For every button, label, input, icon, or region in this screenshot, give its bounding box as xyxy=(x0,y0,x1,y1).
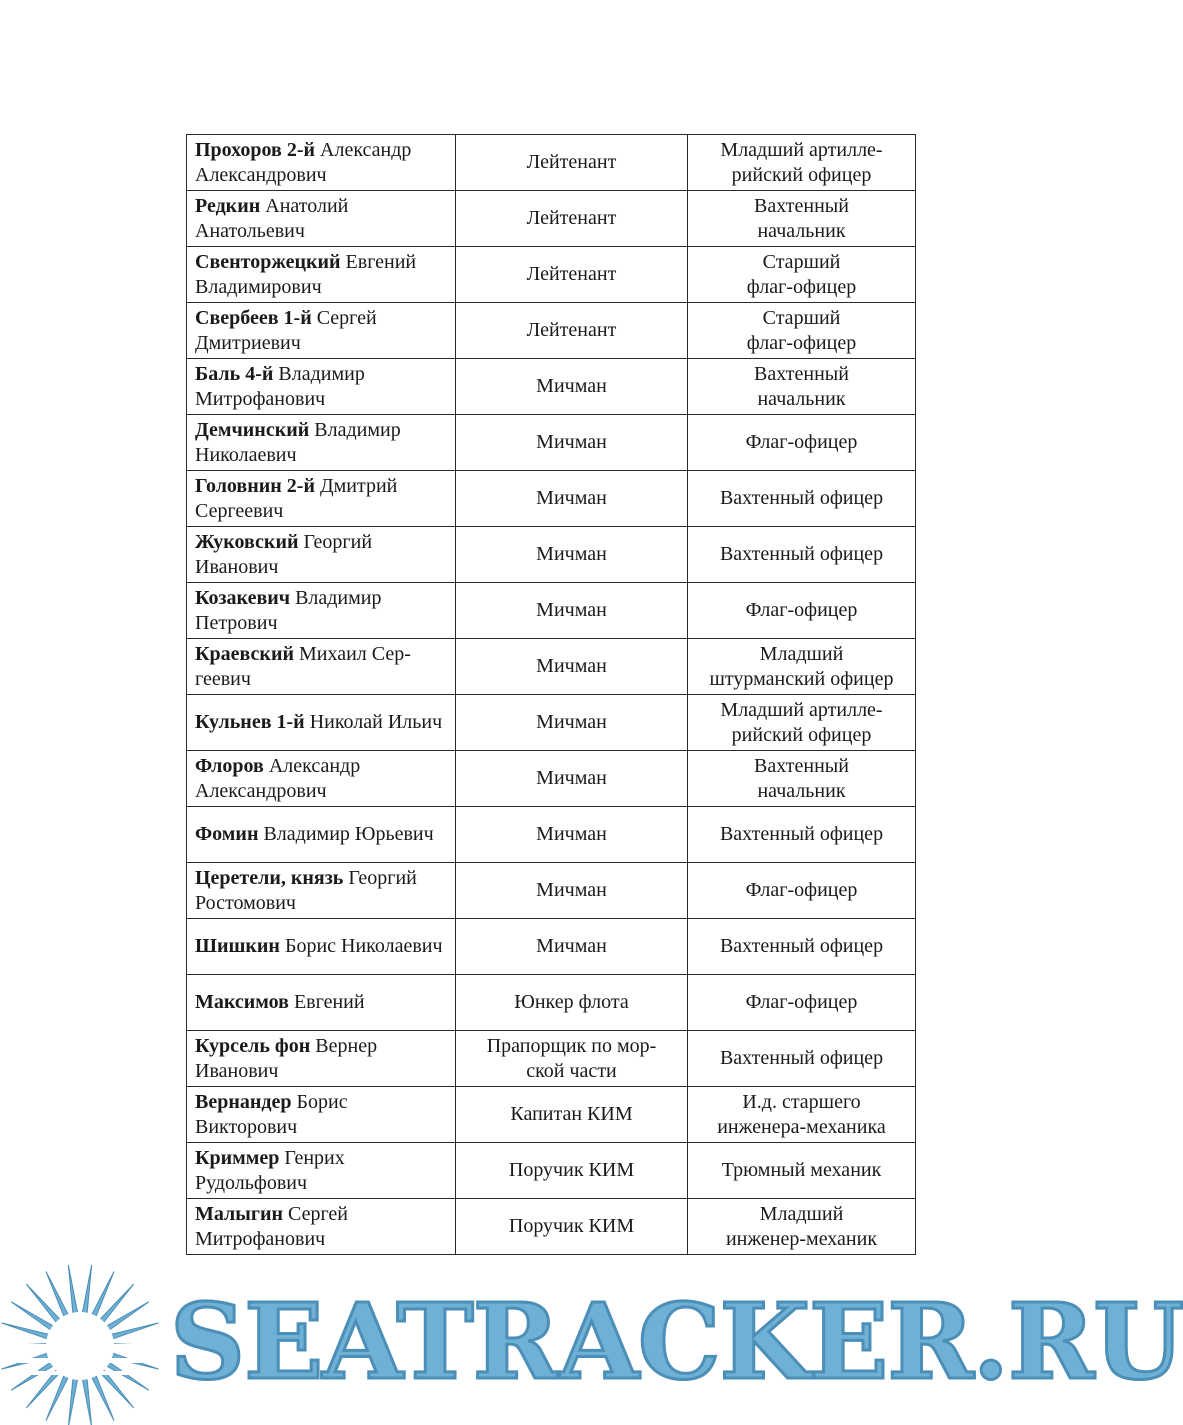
officer-post-cell xyxy=(688,1031,916,1087)
sun-ray xyxy=(98,1284,134,1325)
officer-name-cell xyxy=(187,863,456,919)
officer-surname: Демчинский xyxy=(195,418,310,441)
officer-surname: Малыгин xyxy=(195,1202,284,1225)
officer-name-cell xyxy=(187,1143,456,1199)
officer-surname: Вернандер xyxy=(195,1090,292,1113)
officer-given-names: Сергей Дмитриевич xyxy=(195,306,377,354)
officer-post-line: флаг-офицер xyxy=(746,275,857,298)
officer-post-line: инженера-механика xyxy=(717,1115,886,1138)
officer-rank-line: Мичман xyxy=(536,599,607,621)
officer-post-cell xyxy=(688,639,916,695)
officer-surname: Редкин xyxy=(195,194,261,217)
officer-rank-cell xyxy=(456,1087,688,1143)
table-row xyxy=(187,415,916,471)
officer-post-cell xyxy=(688,303,916,359)
officer-rank-line: Лейтенант xyxy=(526,151,617,173)
officer-post-line: Вахтенный офицер xyxy=(719,1047,884,1069)
officer-name-cell xyxy=(187,1031,456,1087)
officer-post-cell xyxy=(688,1199,916,1255)
officer-rank-line: Мичман xyxy=(536,543,607,565)
officer-rank-line: Лейтенант xyxy=(526,319,617,341)
officer-name-cell xyxy=(187,1199,456,1255)
officer-given-names: Владимир Юрьевич xyxy=(258,823,434,845)
officer-post-line: Вахтенный офицер xyxy=(719,487,884,509)
officer-rank-line: Прапорщик по мор- xyxy=(486,1034,657,1057)
officer-rank-cell xyxy=(456,863,688,919)
officer-post-cell xyxy=(688,975,916,1031)
officer-given-names: Владимир Митрофанович xyxy=(195,362,365,410)
officer-rank-line: ской части xyxy=(526,1059,617,1082)
table-row xyxy=(187,527,916,583)
officer-post-cell xyxy=(688,695,916,751)
officer-rank-line: Мичман xyxy=(536,935,607,957)
officer-rank-cell xyxy=(456,695,688,751)
table-row xyxy=(187,639,916,695)
officer-post-line: Старший xyxy=(762,250,841,273)
officer-post-line: начальник xyxy=(757,779,846,802)
officer-name-cell xyxy=(187,807,456,863)
officer-post-line: Вахтенный xyxy=(754,754,849,777)
officer-post-cell xyxy=(688,1087,916,1143)
officer-post-line: Младший артилле- xyxy=(720,698,883,721)
officer-post-line: Трюмный механик xyxy=(721,1159,882,1181)
officer-rank-line: Мичман xyxy=(536,431,607,453)
officer-post-line: Вахтенный xyxy=(754,362,849,385)
officer-name-cell xyxy=(187,919,456,975)
officer-post-cell xyxy=(688,191,916,247)
officer-post-cell xyxy=(688,863,916,919)
sun-ray xyxy=(68,1265,78,1317)
officer-given-names: Дмитрий Сергеевич xyxy=(195,474,398,522)
table-row xyxy=(187,807,916,863)
officer-post-line: инженер-механик xyxy=(725,1227,878,1250)
officer-post-cell xyxy=(688,583,916,639)
officer-post-line: И.д. старшего xyxy=(742,1090,861,1113)
officer-rank-cell xyxy=(456,919,688,975)
officer-given-names: Владимир Николаевич xyxy=(195,418,401,466)
officer-post-cell xyxy=(688,415,916,471)
officer-rank-cell xyxy=(456,639,688,695)
officer-given-names: Борис Викторович xyxy=(195,1090,348,1138)
officer-given-names: Александр Александрович xyxy=(195,138,412,186)
officer-post-line: Флаг-офицер xyxy=(745,599,858,621)
table-row xyxy=(187,303,916,359)
officer-post-cell xyxy=(688,807,916,863)
officer-surname: Свербеев 1-й xyxy=(195,306,312,329)
table-row xyxy=(187,975,916,1031)
officer-post-cell xyxy=(688,527,916,583)
officer-rank-line: Лейтенант xyxy=(526,263,617,285)
officer-given-names: Анатолий Анатольевич xyxy=(195,194,349,242)
officer-post-cell xyxy=(688,135,916,191)
officer-post-line: рийский офицер xyxy=(731,163,872,186)
officer-given-names: Георгий Иванович xyxy=(195,530,373,578)
table-row xyxy=(187,1031,916,1087)
sun-ray xyxy=(82,1375,92,1425)
officer-surname: Криммер xyxy=(195,1146,280,1169)
officer-rank-cell xyxy=(456,191,688,247)
officer-post-line: Младший артилле- xyxy=(720,138,883,161)
officer-rank-line: Мичман xyxy=(536,711,607,733)
officer-rank-cell xyxy=(456,359,688,415)
officer-name-cell xyxy=(187,527,456,583)
officer-post-line: штурманский офицер xyxy=(709,667,894,690)
officer-rank-line: Мичман xyxy=(536,487,607,509)
officer-post-line: Флаг-офицер xyxy=(745,879,858,901)
table-body xyxy=(187,135,916,1255)
officer-rank-cell xyxy=(456,471,688,527)
officer-post-cell xyxy=(688,919,916,975)
officer-rank-cell xyxy=(456,415,688,471)
sun-logo-icon xyxy=(0,1258,175,1425)
officer-surname: Жуковский xyxy=(195,530,299,553)
officer-rank-cell xyxy=(456,303,688,359)
officer-name-cell xyxy=(187,975,456,1031)
officer-rank-cell xyxy=(456,1199,688,1255)
officer-post-line: Флаг-офицер xyxy=(745,991,858,1013)
officer-surname: Свенторжецкий xyxy=(195,250,341,273)
officer-name-cell xyxy=(187,359,456,415)
officer-post-line: флаг-офицер xyxy=(746,331,857,354)
officer-surname: Баль 4-й xyxy=(195,362,274,385)
officer-surname: Кульнев 1-й xyxy=(195,711,305,733)
officer-post-cell xyxy=(688,1143,916,1199)
officer-surname: Максимов xyxy=(195,991,289,1013)
officer-given-names: Борис Николаевич xyxy=(279,935,443,957)
officer-given-names: Вернер Иванович xyxy=(195,1034,378,1082)
officer-rank-cell xyxy=(456,527,688,583)
officer-rank-line: Мичман xyxy=(536,375,607,397)
watermark-text: SEATRACKER.RU xyxy=(170,1280,1183,1403)
table-row xyxy=(187,919,916,975)
officer-surname: Фомин xyxy=(195,823,259,845)
officer-rank-cell xyxy=(456,247,688,303)
officer-post-line: Вахтенный офицер xyxy=(719,823,884,845)
table-row xyxy=(187,191,916,247)
officer-given-names: Николай Ильич xyxy=(304,711,443,733)
table-row xyxy=(187,1087,916,1143)
officer-post-line: Флаг-офицер xyxy=(745,431,858,453)
officer-surname: Козакевич xyxy=(195,586,291,609)
officer-post-line: Младший xyxy=(759,1202,844,1225)
officer-rank-cell xyxy=(456,583,688,639)
officer-surname: Церетели, князь xyxy=(195,866,344,889)
officer-rank-cell xyxy=(456,751,688,807)
table-row xyxy=(187,359,916,415)
officer-name-cell xyxy=(187,639,456,695)
officer-name-cell xyxy=(187,135,456,191)
officer-rank-line: Мичман xyxy=(536,767,607,789)
officer-rank-cell xyxy=(456,1031,688,1087)
table-row xyxy=(187,863,916,919)
officer-rank-line: Поручик КИМ xyxy=(508,1215,635,1237)
sun-ray xyxy=(26,1284,62,1325)
officer-name-cell xyxy=(187,695,456,751)
sun-ray xyxy=(82,1265,92,1317)
table-row xyxy=(187,1199,916,1255)
officer-name-cell xyxy=(187,415,456,471)
table-row xyxy=(187,583,916,639)
table-row xyxy=(187,135,916,191)
officer-rank-line: Лейтенант xyxy=(526,207,617,229)
officer-surname: Прохоров 2-й xyxy=(195,138,316,161)
officer-surname: Головнин 2-й xyxy=(195,474,315,497)
officer-given-names: Генрих Рудольфович xyxy=(195,1146,345,1194)
officer-post-line: Вахтенный офицер xyxy=(719,543,884,565)
table-row xyxy=(187,471,916,527)
officer-surname: Курсель фон xyxy=(195,1034,311,1057)
officer-given-names: Александр Александрович xyxy=(195,754,361,802)
officer-post-cell xyxy=(688,247,916,303)
officer-rank-line: Поручик КИМ xyxy=(508,1159,635,1181)
officer-rank-cell xyxy=(456,135,688,191)
officer-surname: Краевский xyxy=(195,642,294,665)
officer-post-line: начальник xyxy=(757,387,846,410)
officer-post-cell xyxy=(688,471,916,527)
officer-post-cell xyxy=(688,751,916,807)
table-row xyxy=(187,247,916,303)
officer-rank-cell xyxy=(456,1143,688,1199)
officer-post-line: Вахтенный xyxy=(754,194,849,217)
officer-name-cell xyxy=(187,191,456,247)
table-row xyxy=(187,751,916,807)
officer-given-names: Михаил Сер-геевич xyxy=(195,642,411,690)
officers-table xyxy=(186,134,916,1255)
officer-given-names: Владимир Петрович xyxy=(195,586,382,634)
officer-name-cell xyxy=(187,471,456,527)
officer-rank-line: Мичман xyxy=(536,655,607,677)
officer-given-names: Евгений Владимирович xyxy=(195,250,417,298)
officer-rank-line: Мичман xyxy=(536,879,607,901)
officer-name-cell xyxy=(187,583,456,639)
officer-name-cell xyxy=(187,1087,456,1143)
table-row xyxy=(187,695,916,751)
officer-name-cell xyxy=(187,247,456,303)
officer-post-line: Старший xyxy=(762,306,841,329)
officer-post-line: начальник xyxy=(757,219,846,242)
officer-name-cell xyxy=(187,751,456,807)
officer-given-names: Евгений xyxy=(288,991,365,1013)
officer-surname: Флоров xyxy=(195,754,264,777)
officer-name-cell xyxy=(187,303,456,359)
officer-post-line: Младший xyxy=(759,642,844,665)
officer-rank-line: Капитан КИМ xyxy=(510,1103,633,1125)
table-row xyxy=(187,1143,916,1199)
officer-rank-line: Юнкер флота xyxy=(514,991,629,1013)
officer-post-line: рийский офицер xyxy=(731,723,872,746)
officer-rank-cell xyxy=(456,975,688,1031)
officer-rank-line: Мичман xyxy=(536,823,607,845)
officer-rank-cell xyxy=(456,807,688,863)
officer-post-line: Вахтенный офицер xyxy=(719,935,884,957)
sun-ray xyxy=(68,1375,78,1425)
officer-post-cell xyxy=(688,359,916,415)
officer-given-names: Георгий Ростомович xyxy=(195,866,417,914)
officer-given-names: Сергей Митрофанович xyxy=(195,1202,349,1250)
officer-surname: Шишкин xyxy=(195,935,280,957)
